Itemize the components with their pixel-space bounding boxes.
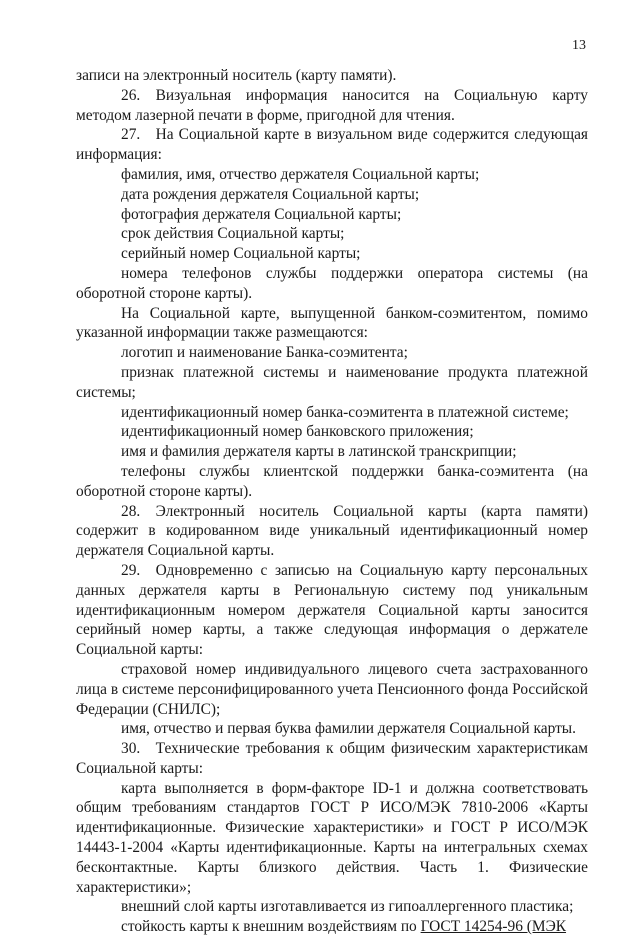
paragraph: 27. На Социальной карте в визуальном виде содержится следующая информация: <box>76 126 588 164</box>
paragraph: телефоны службы клиентской поддержки банка-соэмитента (на оборотной стороне карты). <box>76 462 588 500</box>
paragraph: идентификационный номер банка-соэмитента в платежной системе; <box>121 403 569 421</box>
paragraph: логотип и наименование Банка-соэмитента; <box>121 344 408 362</box>
paragraph: внешний слой карты изготавливается из гипоаллергенного пластика; <box>121 898 574 916</box>
paragraph: 28. Электронный носитель Социальной карты (карта памяти) содержит в кодированном виде уникальный идентификационный номер держателя Социальной карты. <box>76 502 588 560</box>
last-paragraph-text: стойкость карты к внешним воздействиям по <box>121 918 421 936</box>
paragraph: записи на электронный носитель (карту памяти). <box>76 67 397 84</box>
paragraph: На Социальной карте, выпущенной банком-соэмитентом, помимо указанной информации также размещаются: <box>76 304 588 342</box>
paragraph: имя, отчество и первая буква фамилии держателя Социальной карты. <box>121 720 576 738</box>
paragraph: дата рождения держателя Социальной карты; <box>121 185 420 203</box>
paragraph: срок действия Социальной карты; <box>121 225 345 243</box>
paragraph: имя и фамилия держателя карты в латинской транскрипции; <box>121 443 517 461</box>
paragraph: серийный номер Социальной карты; <box>121 245 361 263</box>
paragraph: карта выполняется в форм-факторе ID-1 и должна соответствовать общим требованиям стандартов ГОСТ Р ИСО/МЭК 7810-2006 «Карты идентификационные. Физические характеристики» и ГОСТ Р ИСО/МЭК 14443-1-2004 «Карты идентификационные. Карты на интегральных схемах бесконтактные. Карты близкого действия. Часть 1. Физические характеристики»; <box>76 779 588 896</box>
paragraph: номера телефонов службы поддержки оператора системы (на оборотной стороне карты). <box>76 264 588 302</box>
paragraph: фамилия, имя, отчество держателя Социальной карты; <box>121 165 480 183</box>
gost-reference-link: ГОСТ 14254-96 (МЭК <box>420 918 567 936</box>
page-number: 13 <box>572 38 586 53</box>
paragraph: 29. Одновременно с записью на Социальную карту персональных данных держателя карты в Региональную систему под уникальным идентификационным номером держателя Социальной карты заносится серийный номер карты, а также следующая информация о держателе Социальной карты: <box>76 561 588 659</box>
last-paragraph <box>76 917 588 937</box>
paragraph: 30. Технические требования к общим физическим характеристикам Социальной карты: <box>76 740 588 777</box>
paragraph: признак платежной системы и наименование продукта платежной системы; <box>76 363 588 401</box>
document-body <box>76 66 588 937</box>
paragraph: фотография держателя Социальной карты; <box>121 205 402 223</box>
paragraph: страховой номер индивидуального лицевого счета застрахованного лица в системе персонифицированного учета Пенсионного фонда Российской Федерации (СНИЛС); <box>76 660 588 718</box>
paragraph: 26. Визуальная информация наносится на Социальную карту методом лазерной печати в форме, пригодной для чтения. <box>76 86 588 124</box>
paragraph: идентификационный номер банковского приложения; <box>121 423 474 441</box>
